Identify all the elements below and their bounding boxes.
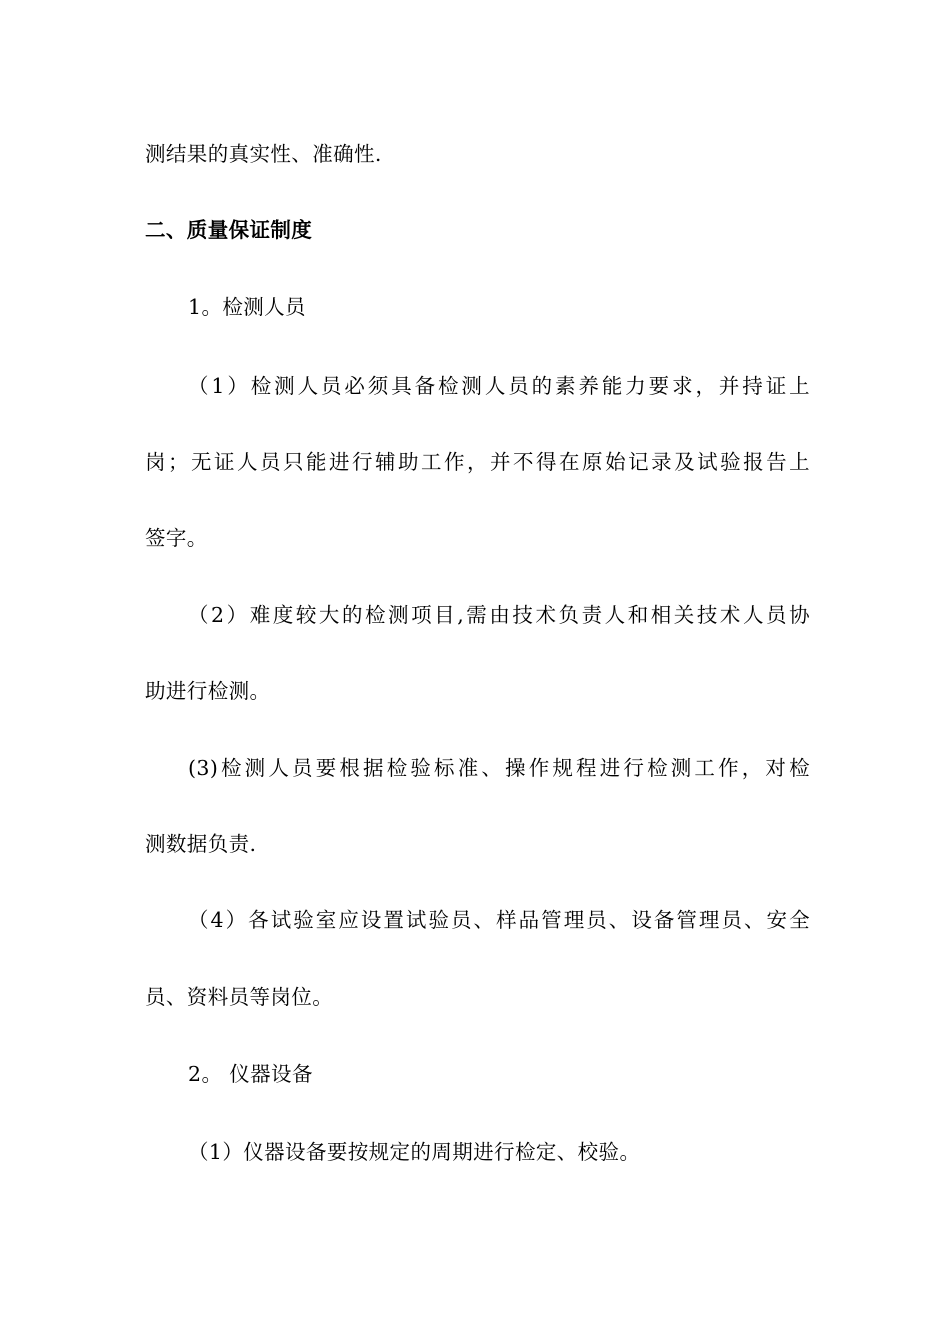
- clause-2-line-2: 助进行检测。: [145, 679, 271, 703]
- clause-1-line-1: （1）检测人员必须具备检测人员的素养能力要求，并持证上: [188, 374, 810, 398]
- section-heading: 二、质量保证制度: [145, 218, 313, 242]
- clause-2-line-1: （2）难度较大的检测项目,需由技术负责人和相关技术人员协: [188, 603, 810, 627]
- equipment-clause-1: （1）仪器设备要按规定的周期进行检定、校验。: [188, 1140, 641, 1164]
- subsection-title-personnel: 1。检测人员: [188, 295, 306, 319]
- clause-1-line-2: 岗；无证人员只能进行辅助工作，并不得在原始记录及试验报告上: [145, 450, 810, 474]
- paragraph-continuation-line: 测结果的真实性、准确性.: [145, 142, 382, 166]
- clause-3-line-1: (3)检测人员要根据检验标准、操作规程进行检测工作，对检: [188, 756, 810, 780]
- clause-3-line-2: 测数据负责.: [145, 832, 257, 856]
- clause-4-line-2: 员、资料员等岗位。: [145, 985, 334, 1009]
- clause-1-line-3: 签字。: [145, 526, 208, 550]
- subsection-title-equipment: 2。 仪器设备: [188, 1062, 313, 1086]
- clause-4-line-1: （4）各试验室应设置试验员、样品管理员、设备管理员、安全: [188, 908, 810, 932]
